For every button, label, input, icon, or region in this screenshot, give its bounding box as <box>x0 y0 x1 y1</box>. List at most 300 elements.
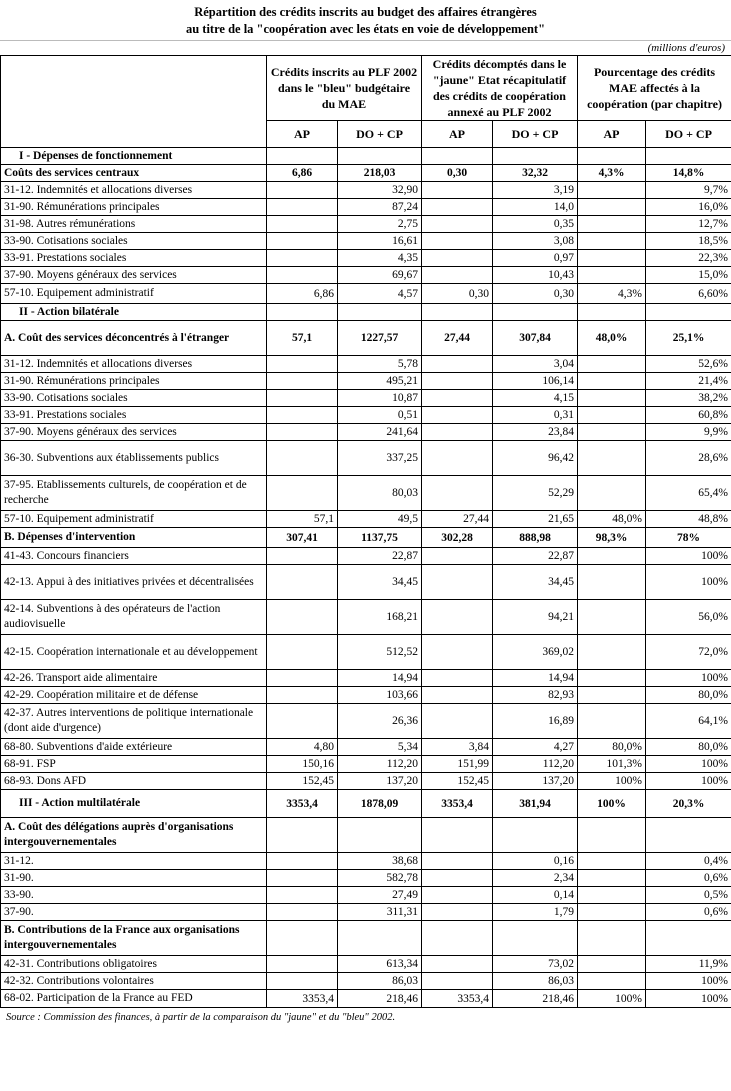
row-value <box>422 921 493 956</box>
source-note: Source : Commission des finances, à partir de la comparaison du "jaune" et du "bleu" 2002. <box>6 1012 396 1023</box>
row-value: 4,35 <box>338 250 422 267</box>
row-value: 73,02 <box>493 956 578 973</box>
table-row <box>1 853 731 870</box>
row-value <box>267 635 338 670</box>
row-label: 31-12. <box>1 853 267 870</box>
row-value <box>578 407 646 424</box>
row-label: 68-93. Dons AFD <box>1 773 267 790</box>
row-label: 68-02. Participation de la France au FED <box>1 990 267 1008</box>
table-row <box>1 321 731 356</box>
row-value <box>267 356 338 373</box>
row-value: 12,7% <box>646 216 731 233</box>
row-value: 307,84 <box>493 321 578 356</box>
row-value: 103,66 <box>338 687 422 704</box>
row-value: 22,3% <box>646 250 731 267</box>
row-value: 11,9% <box>646 956 731 973</box>
row-value: 96,42 <box>493 441 578 476</box>
row-value: 14,94 <box>338 670 422 687</box>
row-label: 68-91. FSP <box>1 756 267 773</box>
row-value: 64,1% <box>646 704 731 739</box>
table-row <box>1 739 731 756</box>
table-row <box>1 704 731 739</box>
row-value: 3353,4 <box>267 790 338 818</box>
row-value <box>267 870 338 887</box>
row-value <box>578 853 646 870</box>
table-row <box>1 424 731 441</box>
row-value: 18,5% <box>646 233 731 250</box>
row-label: 33-90. Cotisations sociales <box>1 233 267 250</box>
row-value <box>267 267 338 284</box>
row-value: 14,8% <box>646 165 731 182</box>
row-value <box>422 670 493 687</box>
row-value <box>267 904 338 921</box>
row-value <box>267 687 338 704</box>
row-value <box>422 887 493 904</box>
table-row <box>1 407 731 424</box>
header-docp-2: DO + CP <box>493 121 578 148</box>
row-value: 22,87 <box>338 548 422 565</box>
row-label: 31-12. Indemnités et allocations diverses <box>1 356 267 373</box>
row-value <box>267 887 338 904</box>
row-value: 48,0% <box>578 321 646 356</box>
row-value <box>267 670 338 687</box>
row-value: 80,03 <box>338 476 422 511</box>
row-value: 86,03 <box>493 973 578 990</box>
row-label: 31-90. <box>1 870 267 887</box>
row-value: 27,49 <box>338 887 422 904</box>
row-value <box>422 250 493 267</box>
row-value: 60,8% <box>646 407 731 424</box>
row-value <box>267 853 338 870</box>
row-value <box>422 870 493 887</box>
row-value: 57,1 <box>267 321 338 356</box>
row-value: 56,0% <box>646 600 731 635</box>
row-value: 5,34 <box>338 739 422 756</box>
table-row <box>1 687 731 704</box>
row-value <box>578 148 646 165</box>
table-row <box>1 304 731 321</box>
table-title <box>0 0 731 40</box>
header-docp-3: DO + CP <box>646 121 731 148</box>
row-value: 152,45 <box>422 773 493 790</box>
row-value <box>422 548 493 565</box>
table-row <box>1 373 731 390</box>
row-value <box>578 267 646 284</box>
row-value <box>578 548 646 565</box>
row-label: 33-90. <box>1 887 267 904</box>
row-value <box>578 250 646 267</box>
row-value: 5,78 <box>338 356 422 373</box>
row-value: 57,1 <box>267 511 338 528</box>
row-value: 80,0% <box>578 739 646 756</box>
row-value: 98,3% <box>578 528 646 548</box>
row-value: 23,84 <box>493 424 578 441</box>
table-row <box>1 476 731 511</box>
row-label: 42-31. Contributions obligatoires <box>1 956 267 973</box>
row-value: 3,08 <box>493 233 578 250</box>
row-value: 22,87 <box>493 548 578 565</box>
row-value: 1137,75 <box>338 528 422 548</box>
row-value: 106,14 <box>493 373 578 390</box>
row-value <box>422 904 493 921</box>
row-value <box>267 818 338 853</box>
table-row <box>1 921 731 956</box>
row-value: 16,89 <box>493 704 578 739</box>
row-label: B. Contributions de la France aux organisations intergouvernementales <box>1 921 267 956</box>
row-value <box>422 687 493 704</box>
row-value <box>578 687 646 704</box>
row-label: 57-10. Equipement administratif <box>1 511 267 528</box>
row-value <box>493 148 578 165</box>
table-row <box>1 635 731 670</box>
row-value <box>422 267 493 284</box>
row-value <box>267 182 338 199</box>
row-value: 100% <box>646 565 731 600</box>
units-note: (millions d'euros) <box>0 40 731 55</box>
row-value: 0,30 <box>493 284 578 304</box>
table-row <box>1 250 731 267</box>
row-value: 86,03 <box>338 973 422 990</box>
row-value: 152,45 <box>267 773 338 790</box>
header-ap-2: AP <box>422 121 493 148</box>
row-value <box>422 476 493 511</box>
row-value: 100% <box>646 756 731 773</box>
row-value: 0,14 <box>493 887 578 904</box>
row-value: 9,7% <box>646 182 731 199</box>
row-label: A. Coût des services déconcentrés à l'étranger <box>1 321 267 356</box>
row-value <box>578 390 646 407</box>
row-value: 38,2% <box>646 390 731 407</box>
row-value <box>267 441 338 476</box>
row-value <box>578 565 646 600</box>
row-value <box>578 956 646 973</box>
title-line-2: au titre de la "coopération avec les états en voie de développement" <box>185 22 546 36</box>
row-value: 6,60% <box>646 284 731 304</box>
row-value: 21,65 <box>493 511 578 528</box>
row-value: 4,80 <box>267 739 338 756</box>
row-label: 42-37. Autres interventions de politique internationale (dont aide d'urgence) <box>1 704 267 739</box>
row-value: 888,98 <box>493 528 578 548</box>
row-value: 0,31 <box>493 407 578 424</box>
row-value: 82,93 <box>493 687 578 704</box>
row-label: 57-10. Equipement administratif <box>1 284 267 304</box>
row-label: Coûts des services centraux <box>1 165 267 182</box>
row-value: 100% <box>646 773 731 790</box>
row-value: 3353,4 <box>267 990 338 1008</box>
row-value <box>422 390 493 407</box>
table-row <box>1 548 731 565</box>
row-label: 42-15. Coopération internationale et au développement <box>1 635 267 670</box>
row-value: 168,21 <box>338 600 422 635</box>
row-label: 33-91. Prestations sociales <box>1 250 267 267</box>
row-value <box>422 973 493 990</box>
row-value: 311,31 <box>338 904 422 921</box>
row-value: 0,4% <box>646 853 731 870</box>
row-value <box>422 565 493 600</box>
table-row <box>1 356 731 373</box>
row-value <box>422 635 493 670</box>
row-value: 3,19 <box>493 182 578 199</box>
row-value: 1227,57 <box>338 321 422 356</box>
table-row <box>1 670 731 687</box>
row-value: 4,57 <box>338 284 422 304</box>
row-value <box>578 704 646 739</box>
row-value <box>578 373 646 390</box>
row-value <box>578 233 646 250</box>
row-label: 31-90. Rémunérations principales <box>1 373 267 390</box>
row-value: 150,16 <box>267 756 338 773</box>
row-value: 6,86 <box>267 284 338 304</box>
row-value: 94,21 <box>493 600 578 635</box>
row-value: 0,30 <box>422 165 493 182</box>
row-value: 32,90 <box>338 182 422 199</box>
row-value <box>422 356 493 373</box>
row-value: 2,34 <box>493 870 578 887</box>
header-ap-1: AP <box>267 121 338 148</box>
table-row <box>1 870 731 887</box>
row-label: 36-30. Subventions aux établissements publics <box>1 441 267 476</box>
row-value <box>493 818 578 853</box>
row-value <box>646 304 731 321</box>
row-value <box>578 973 646 990</box>
row-value <box>578 670 646 687</box>
row-value: 4,27 <box>493 739 578 756</box>
row-label: 42-26. Transport aide alimentaire <box>1 670 267 687</box>
row-value <box>422 441 493 476</box>
table-row <box>1 973 731 990</box>
row-value: 112,20 <box>493 756 578 773</box>
table-row <box>1 600 731 635</box>
table-row <box>1 511 731 528</box>
row-value: 582,78 <box>338 870 422 887</box>
row-value <box>493 304 578 321</box>
row-value <box>422 182 493 199</box>
row-value: 16,61 <box>338 233 422 250</box>
row-value <box>422 600 493 635</box>
row-label: 33-90. Cotisations sociales <box>1 390 267 407</box>
row-value: 4,3% <box>578 165 646 182</box>
row-value <box>267 304 338 321</box>
row-label: 31-90. Rémunérations principales <box>1 199 267 216</box>
row-value: 3353,4 <box>422 990 493 1008</box>
table-row <box>1 165 731 182</box>
row-value: 16,0% <box>646 199 731 216</box>
row-value: 337,25 <box>338 441 422 476</box>
row-value: 20,3% <box>646 790 731 818</box>
table-row <box>1 233 731 250</box>
row-value: 369,02 <box>493 635 578 670</box>
table-row <box>1 199 731 216</box>
row-value <box>267 921 338 956</box>
row-value: 151,99 <box>422 756 493 773</box>
table-row <box>1 441 731 476</box>
row-value <box>578 304 646 321</box>
row-value: 100% <box>578 773 646 790</box>
row-value: 25,1% <box>646 321 731 356</box>
row-value: 1,79 <box>493 904 578 921</box>
row-value <box>267 148 338 165</box>
row-label: 33-91. Prestations sociales <box>1 407 267 424</box>
row-value: 9,9% <box>646 424 731 441</box>
table-row <box>1 284 731 304</box>
row-value <box>578 600 646 635</box>
row-value <box>646 921 731 956</box>
row-value <box>422 199 493 216</box>
row-value <box>267 199 338 216</box>
budget-table <box>0 55 731 1008</box>
row-value <box>422 373 493 390</box>
row-value <box>267 373 338 390</box>
table-row <box>1 756 731 773</box>
row-value <box>338 304 422 321</box>
row-value: 6,86 <box>267 165 338 182</box>
row-value: 72,0% <box>646 635 731 670</box>
row-value <box>422 304 493 321</box>
table-row <box>1 904 731 921</box>
row-value <box>338 148 422 165</box>
row-value <box>578 887 646 904</box>
row-value: 14,94 <box>493 670 578 687</box>
row-value: 3,84 <box>422 739 493 756</box>
row-label: 37-90. Moyens généraux des services <box>1 267 267 284</box>
row-label: 42-29. Coopération militaire et de défense <box>1 687 267 704</box>
row-value <box>578 921 646 956</box>
row-value: 14,0 <box>493 199 578 216</box>
row-value: 28,6% <box>646 441 731 476</box>
row-value: 302,28 <box>422 528 493 548</box>
row-value: 78% <box>646 528 731 548</box>
table-row <box>1 790 731 818</box>
row-value: 137,20 <box>338 773 422 790</box>
table-row <box>1 887 731 904</box>
table-row <box>1 818 731 853</box>
row-value: 48,8% <box>646 511 731 528</box>
row-value <box>267 407 338 424</box>
row-value: 80,0% <box>646 687 731 704</box>
row-value: 100% <box>646 670 731 687</box>
row-value <box>646 818 731 853</box>
row-value <box>267 704 338 739</box>
row-value: 52,29 <box>493 476 578 511</box>
row-value: 307,41 <box>267 528 338 548</box>
row-value: 87,24 <box>338 199 422 216</box>
row-value <box>267 233 338 250</box>
row-value: 100% <box>646 548 731 565</box>
header-docp-1: DO + CP <box>338 121 422 148</box>
row-value <box>338 921 422 956</box>
row-value <box>578 635 646 670</box>
row-value: 80,0% <box>646 739 731 756</box>
row-value: 112,20 <box>338 756 422 773</box>
row-value: 381,94 <box>493 790 578 818</box>
row-value <box>267 600 338 635</box>
row-value: 100% <box>646 973 731 990</box>
row-value: 0,97 <box>493 250 578 267</box>
row-value: 32,32 <box>493 165 578 182</box>
row-value: 100% <box>578 790 646 818</box>
row-value <box>267 476 338 511</box>
row-label: II - Action bilatérale <box>1 304 267 321</box>
row-value <box>578 216 646 233</box>
row-value: 65,4% <box>646 476 731 511</box>
row-value <box>646 148 731 165</box>
row-value <box>422 233 493 250</box>
row-value: 52,6% <box>646 356 731 373</box>
row-value <box>578 818 646 853</box>
row-value <box>422 148 493 165</box>
header-blank <box>1 56 267 148</box>
row-value: 26,36 <box>338 704 422 739</box>
row-label: III - Action multilatérale <box>1 790 267 818</box>
row-value: 0,30 <box>422 284 493 304</box>
table-row <box>1 216 731 233</box>
row-value <box>578 870 646 887</box>
row-value <box>493 921 578 956</box>
row-value: 49,5 <box>338 511 422 528</box>
row-value: 0,35 <box>493 216 578 233</box>
row-value: 100% <box>646 990 731 1008</box>
table-body <box>1 148 731 1008</box>
header-ap-3: AP <box>578 121 646 148</box>
title-line-1: Répartition des crédits inscrits au budget des affaires étrangères <box>194 5 537 19</box>
row-label: 37-95. Etablissements culturels, de coopération et de recherche <box>1 476 267 511</box>
table-row <box>1 990 731 1008</box>
row-value <box>267 216 338 233</box>
row-value: 241,64 <box>338 424 422 441</box>
row-value <box>422 956 493 973</box>
row-value: 10,43 <box>493 267 578 284</box>
row-value <box>422 818 493 853</box>
row-value <box>267 548 338 565</box>
row-value: 613,34 <box>338 956 422 973</box>
row-value: 218,03 <box>338 165 422 182</box>
row-value: 137,20 <box>493 773 578 790</box>
header-group-jaune: Crédits décomptés dans le "jaune" Etat récapitulatif des crédits de coopération annexé au PLF 2002 <box>422 56 578 121</box>
row-value: 218,46 <box>338 990 422 1008</box>
row-label: 68-80. Subventions d'aide extérieure <box>1 739 267 756</box>
row-label: 31-98. Autres rémunérations <box>1 216 267 233</box>
row-value: 0,5% <box>646 887 731 904</box>
row-value <box>578 904 646 921</box>
row-value: 3,04 <box>493 356 578 373</box>
table-row <box>1 148 731 165</box>
row-value <box>422 424 493 441</box>
row-value: 0,6% <box>646 904 731 921</box>
table-row <box>1 956 731 973</box>
row-label: 41-43. Concours financiers <box>1 548 267 565</box>
row-label: I - Dépenses de fonctionnement <box>1 148 267 165</box>
row-label: 42-13. Appui à des initiatives privées et décentralisées <box>1 565 267 600</box>
row-value: 0,6% <box>646 870 731 887</box>
row-value <box>422 407 493 424</box>
row-value: 218,46 <box>493 990 578 1008</box>
table-row <box>1 565 731 600</box>
row-value: 15,0% <box>646 267 731 284</box>
row-label: 42-32. Contributions volontaires <box>1 973 267 990</box>
row-value <box>267 390 338 407</box>
row-label: A. Coût des délégations auprès d'organisations intergouvernementales <box>1 818 267 853</box>
table-row <box>1 528 731 548</box>
row-value <box>578 476 646 511</box>
header-group-bleu: Crédits inscrits au PLF 2002 dans le "bleu" budgétaire du MAE <box>267 56 422 121</box>
row-label: 31-12. Indemnités et allocations diverses <box>1 182 267 199</box>
row-label: 42-14. Subventions à des opérateurs de l'action audiovisuelle <box>1 600 267 635</box>
row-label: 37-90. Moyens généraux des services <box>1 424 267 441</box>
row-value: 27,44 <box>422 511 493 528</box>
row-value: 101,3% <box>578 756 646 773</box>
row-value <box>578 441 646 476</box>
row-value <box>578 182 646 199</box>
